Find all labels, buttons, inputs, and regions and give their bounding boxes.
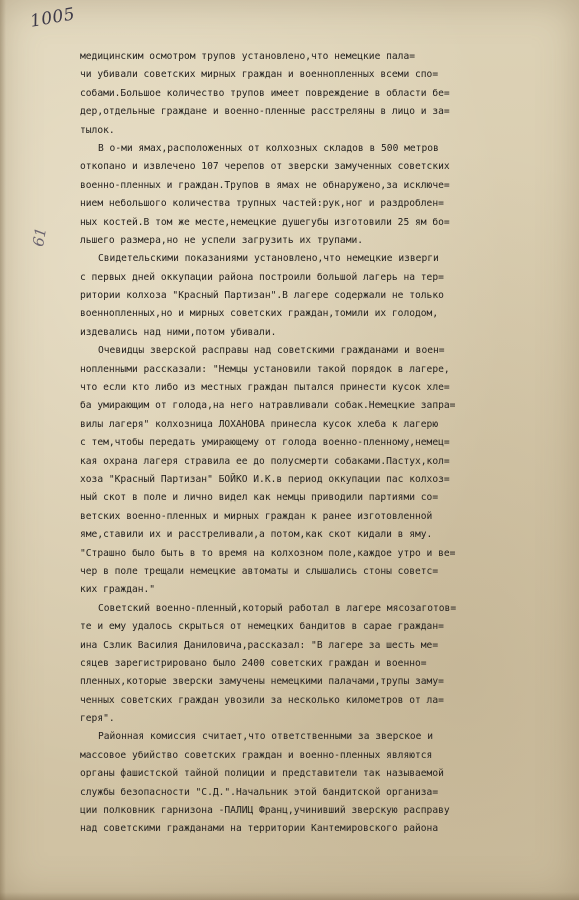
text-line: массовое убийство советских граждан и военно-пленных являются (80, 749, 433, 761)
text-line: сяцев зарегистрировано было 2400 советских граждан и военно= (80, 657, 427, 669)
text-line: ветских военно-пленных и мирных граждан к ранее изготовленной (80, 510, 433, 522)
paragraph-1 (80, 48, 552, 140)
text-line: собами.Большое количество трупов имеет повреждение в области бе= (80, 87, 450, 99)
text-line: Свидетельскими показаниями установлено,что немецкие изверги (98, 253, 439, 265)
text-line: ный скот в поле и лично видел как немцы приводили партиями со= (80, 492, 439, 504)
text-line: ба умирающим от голода,на него натравливали собак.Немецкие запра= (80, 400, 456, 412)
text-line: яме,ставили их и расстреливали,а потом,как скот кидали в яму. (80, 529, 433, 541)
text-line: Районная комиссия считает,что ответственными за зверское и (98, 731, 434, 743)
text-line: "Страшно было быть в то время на колхозном поле,каждое утро и ве= (80, 547, 456, 559)
text-line: ина Сзлик Василия Даниловича,рассказал: "В лагере за шесть ме= (80, 639, 439, 651)
text-line: откопано и извлечено 107 черепов от зверски замученных советских (80, 161, 450, 173)
margin-note: 61 (29, 226, 51, 248)
text-line: В о-ми ямах,расположенных от колхозных складов в 500 метров (98, 142, 439, 154)
text-line: органы фашистской тайной полиции и представители так называемой (80, 768, 444, 780)
text-line: кая охрана лагеря стравила ее до полусмерти собаками.Пастух,кол= (80, 455, 450, 467)
text-line: пленных,которые зверски замучены немецкими палачами,трупы заму= (80, 676, 444, 688)
text-line: ких граждан." (80, 584, 156, 596)
text-line: Очевидцы зверской расправы над советскими гражданами и воен= (98, 345, 445, 357)
paragraph-6 (80, 728, 552, 838)
text-line: ции полковник гарнизона -ПАЛИЦ Франц,учинивший зверскую расправу (80, 805, 450, 817)
text-line: службы безопасности "С.Д.".Начальник этой бандитской организа= (80, 786, 439, 798)
text-line: военно-пленных и граждан.Трупов в ямах не обнаружено,за исключе= (80, 179, 450, 191)
paragraph-2 (80, 140, 552, 250)
text-line: тылок. (80, 124, 115, 136)
text-line: с первых дней оккупации района построили большой лагерь на тер= (80, 271, 444, 283)
text-line: военнопленных,но и мирных советских граждан,томили их голодом, (80, 308, 439, 320)
text-line: ных костей.В том же месте,немецкие душегубы изготовили 25 ям бо= (80, 216, 450, 228)
text-line: медицинским осмотром трупов установлено,что немецкие пала= (80, 51, 416, 62)
text-line: издевались над ними,потом убивали. (80, 326, 277, 338)
text-line: ритории колхоза "Красный Партизан".В лагере содержали не только (80, 290, 444, 302)
text-line: с тем,чтобы передать умирающему от голода военно-пленному,немец= (80, 437, 450, 449)
paragraph-4 (80, 342, 552, 599)
text-line: геря". (80, 713, 115, 725)
folio-number: 1005 (28, 4, 77, 32)
paper-bottom-shadow (0, 892, 579, 900)
paper-edge-shadow (0, 0, 6, 900)
text-line: нопленными рассказали: "Немцы установили такой порядок в лагере, (80, 363, 450, 375)
text-line: Советский военно-пленный,который работал в лагере мясозаготов= (98, 602, 457, 614)
text-line: ченных советских граждан увозили за несколько километров от ла= (80, 694, 444, 706)
text-line: вилы лагеря" колхозница ЛОХАНОВА принесла кусок хлеба к лагерю (80, 418, 439, 430)
paragraph-3 (80, 250, 552, 342)
text-line: льшего размера,но не успели загрузить их трупами. (80, 234, 364, 246)
typewritten-body (80, 48, 552, 839)
text-line: над советскими гражданами на территории Кантемировского района (80, 823, 439, 835)
text-line: хоза "Красный Партизан" БОЙКО И.К.в период оккупации пас колхоз= (80, 473, 450, 485)
text-line: нием небольшого количества трупных частей:рук,ног и раздроблен= (80, 198, 444, 210)
text-line: дер,отдельные граждане и военно-пленные расстреляны в лицо и за= (80, 106, 450, 118)
text-line: что если кто либо из местных граждан пытался принести кусок хле= (80, 382, 450, 394)
text-line: чи убивали советских мирных граждан и военнопленных всеми спо= (80, 69, 439, 81)
text-line: чер в поле трещали немецкие автоматы и слышались стоны советс= (80, 565, 439, 577)
paragraph-5 (80, 600, 552, 729)
text-line: те и ему удалось скрыться от немецких бандитов в сарае граждан= (80, 621, 444, 633)
